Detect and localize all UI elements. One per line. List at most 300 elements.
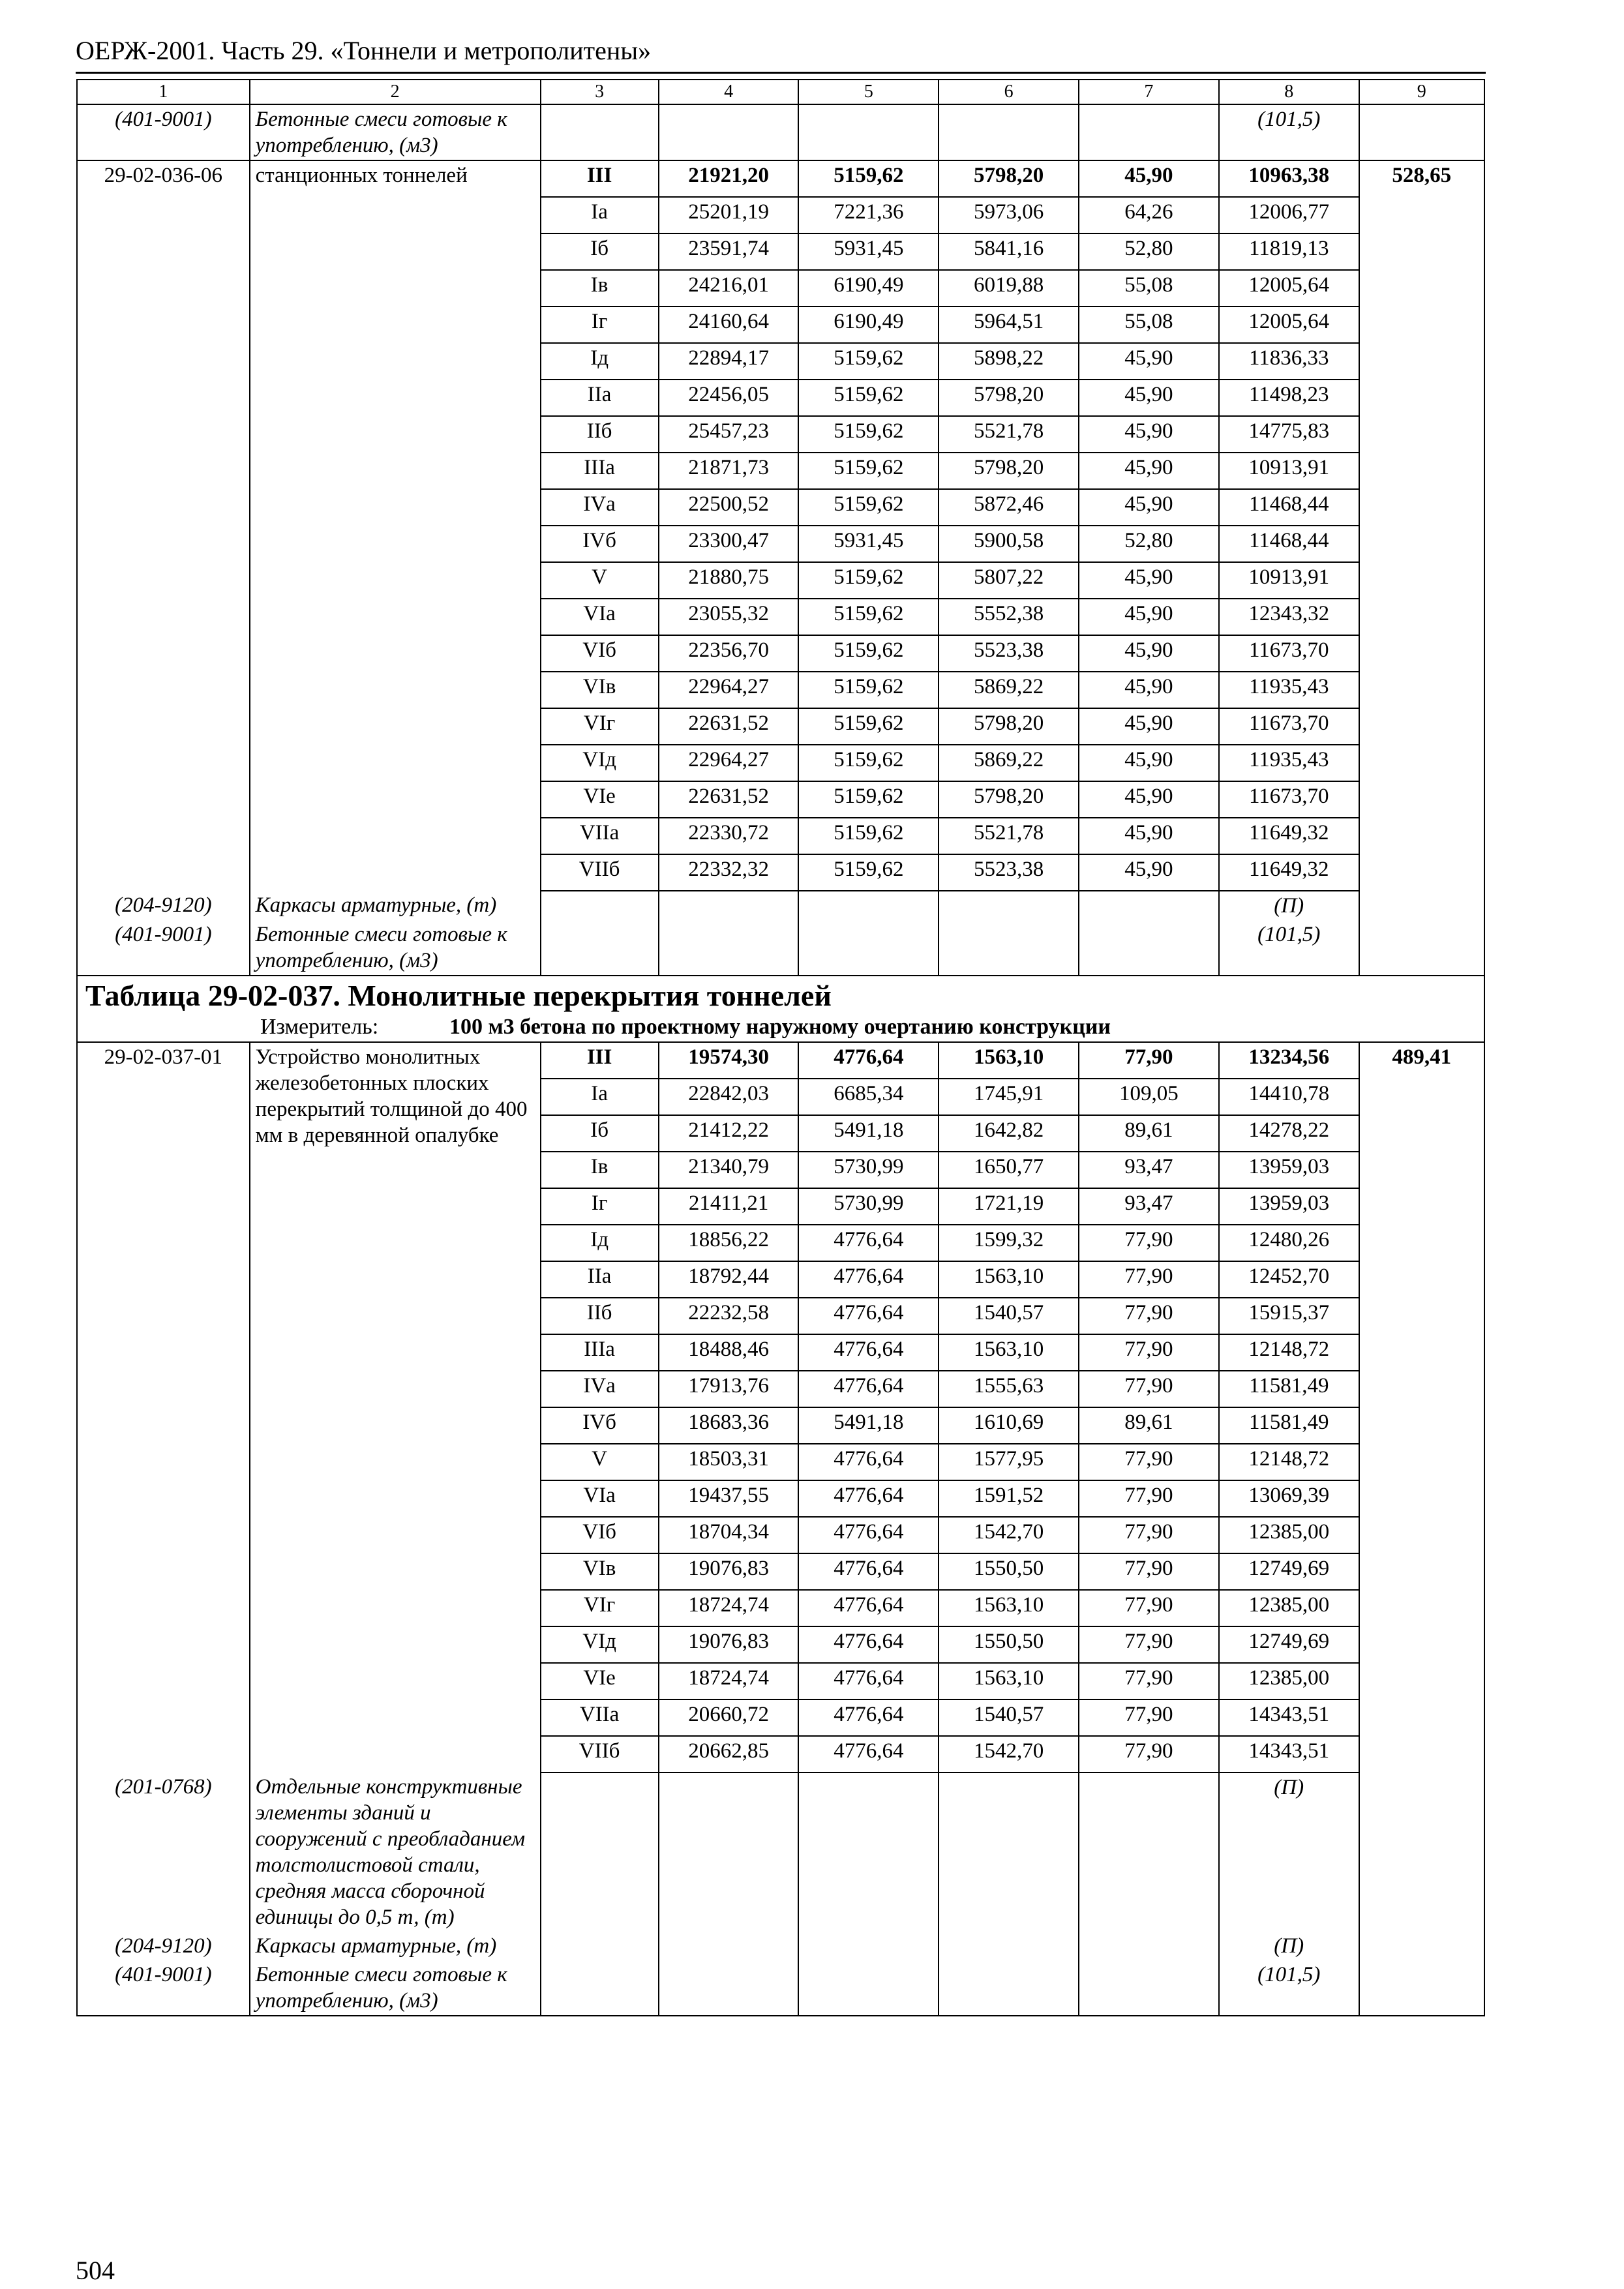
material-name: Бетонные смеси готовые к употреблению, (м3) xyxy=(250,920,541,976)
materials-cost: 11673,70 xyxy=(1219,781,1359,818)
total-cost: 18488,46 xyxy=(659,1334,799,1371)
total-cost: 22964,27 xyxy=(659,672,799,708)
machinist-wages: 45,90 xyxy=(1079,708,1219,745)
wages: 4776,64 xyxy=(798,1590,939,1626)
total-cost: 18724,74 xyxy=(659,1663,799,1699)
total-cost: 21412,22 xyxy=(659,1115,799,1152)
materials-cost: 15915,37 xyxy=(1219,1298,1359,1334)
machinist-wages: 52,80 xyxy=(1079,233,1219,270)
material-qty: (101,5) xyxy=(1219,104,1359,160)
total-cost: 19574,30 xyxy=(659,1042,799,1079)
machinist-wages: 45,90 xyxy=(1079,745,1219,781)
materials-cost: 12005,64 xyxy=(1219,270,1359,307)
material-name: Каркасы арматурные, (т) xyxy=(250,891,541,920)
machinist-wages: 77,90 xyxy=(1079,1553,1219,1590)
machine-cost: 1540,57 xyxy=(939,1298,1079,1334)
empty-cell xyxy=(1359,1773,1484,1932)
material-qty: (П) xyxy=(1219,1932,1359,1960)
machine-cost: 1610,69 xyxy=(939,1407,1079,1444)
zone-code: IIIа xyxy=(541,1334,659,1371)
total-cost: 18724,74 xyxy=(659,1590,799,1626)
materials-cost: 11581,49 xyxy=(1219,1407,1359,1444)
machine-cost: 1540,57 xyxy=(939,1699,1079,1736)
materials-cost: 13959,03 xyxy=(1219,1188,1359,1225)
empty-cell xyxy=(798,920,939,976)
wages: 6190,49 xyxy=(798,270,939,307)
machinist-wages: 89,61 xyxy=(1079,1115,1219,1152)
zone-code: IIа xyxy=(541,380,659,416)
section-measure xyxy=(83,1014,1479,1040)
material-code: (401-9001) xyxy=(77,920,250,976)
empty-cell xyxy=(541,1932,659,1960)
zone-code: VIв xyxy=(541,672,659,708)
total-cost: 22894,17 xyxy=(659,343,799,380)
total-cost: 21340,79 xyxy=(659,1152,799,1188)
wages: 5159,62 xyxy=(798,635,939,672)
wages: 6190,49 xyxy=(798,307,939,343)
zone-code: III xyxy=(541,1042,659,1079)
material-qty: (П) xyxy=(1219,1773,1359,1932)
total-cost: 18704,34 xyxy=(659,1517,799,1553)
total-cost: 22964,27 xyxy=(659,745,799,781)
total-cost: 18503,31 xyxy=(659,1444,799,1480)
materials-cost: 13959,03 xyxy=(1219,1152,1359,1188)
machinist-wages: 45,90 xyxy=(1079,453,1219,489)
machinist-wages: 45,90 xyxy=(1079,562,1219,599)
wages: 5931,45 xyxy=(798,526,939,562)
wages: 5159,62 xyxy=(798,343,939,380)
machinist-wages: 64,26 xyxy=(1079,197,1219,233)
zone-code: Iд xyxy=(541,343,659,380)
column-number: 2 xyxy=(250,80,541,104)
machine-cost: 5807,22 xyxy=(939,562,1079,599)
wages: 5931,45 xyxy=(798,233,939,270)
materials-cost: 11673,70 xyxy=(1219,635,1359,672)
zone-code: Iд xyxy=(541,1225,659,1261)
materials-cost: 11935,43 xyxy=(1219,745,1359,781)
materials-cost: 12452,70 xyxy=(1219,1261,1359,1298)
column-number-row xyxy=(77,80,1484,104)
labor-cost: 489,41 xyxy=(1359,1042,1484,1773)
zone-code: VIIа xyxy=(541,1699,659,1736)
material-row xyxy=(77,891,1484,920)
machine-cost: 5973,06 xyxy=(939,197,1079,233)
materials-cost: 13069,39 xyxy=(1219,1480,1359,1517)
machine-cost: 1591,52 xyxy=(939,1480,1079,1517)
empty-cell xyxy=(1359,920,1484,976)
machine-cost: 1542,70 xyxy=(939,1736,1079,1773)
zone-code: VIе xyxy=(541,781,659,818)
machinist-wages: 45,90 xyxy=(1079,416,1219,453)
empty-cell xyxy=(939,920,1079,976)
machine-cost: 1563,10 xyxy=(939,1663,1079,1699)
table-row xyxy=(77,1042,1484,1079)
materials-cost: 12005,64 xyxy=(1219,307,1359,343)
total-cost: 24216,01 xyxy=(659,270,799,307)
materials-cost: 12385,00 xyxy=(1219,1517,1359,1553)
machinist-wages: 77,90 xyxy=(1079,1261,1219,1298)
zone-code: IVб xyxy=(541,1407,659,1444)
document-header-title: ОЕРЖ-2001. Часть 29. «Тоннели и метрополитены» xyxy=(76,36,652,65)
zone-code: IVб xyxy=(541,526,659,562)
machine-cost: 1642,82 xyxy=(939,1115,1079,1152)
machinist-wages: 77,90 xyxy=(1079,1517,1219,1553)
column-number: 3 xyxy=(541,80,659,104)
zone-code: VIIб xyxy=(541,854,659,891)
total-cost: 24160,64 xyxy=(659,307,799,343)
zone-code: V xyxy=(541,562,659,599)
machinist-wages: 77,90 xyxy=(1079,1590,1219,1626)
materials-cost: 14278,22 xyxy=(1219,1115,1359,1152)
wages: 4776,64 xyxy=(798,1042,939,1079)
table-section-header xyxy=(77,976,1484,1042)
total-cost: 22232,58 xyxy=(659,1298,799,1334)
zone-code: VIа xyxy=(541,599,659,635)
materials-cost: 11468,44 xyxy=(1219,489,1359,526)
materials-cost: 12006,77 xyxy=(1219,197,1359,233)
total-cost: 17913,76 xyxy=(659,1371,799,1407)
zone-code: VIIб xyxy=(541,1736,659,1773)
zone-code: IVа xyxy=(541,489,659,526)
materials-cost: 10963,38 xyxy=(1219,160,1359,197)
wages: 4776,64 xyxy=(798,1736,939,1773)
empty-cell xyxy=(659,1773,799,1932)
materials-cost: 11581,49 xyxy=(1219,1371,1359,1407)
materials-cost: 12749,69 xyxy=(1219,1553,1359,1590)
machinist-wages: 77,90 xyxy=(1079,1042,1219,1079)
wages: 5159,62 xyxy=(798,160,939,197)
machinist-wages: 45,90 xyxy=(1079,672,1219,708)
wages: 5159,62 xyxy=(798,599,939,635)
zone-code: VIа xyxy=(541,1480,659,1517)
machine-cost: 5798,20 xyxy=(939,160,1079,197)
wages: 4776,64 xyxy=(798,1699,939,1736)
column-number: 7 xyxy=(1079,80,1219,104)
section-title: Таблица 29-02-037. Монолитные перекрытия тоннелей xyxy=(85,979,832,1012)
total-cost: 22631,52 xyxy=(659,781,799,818)
total-cost: 19076,83 xyxy=(659,1553,799,1590)
empty-cell xyxy=(659,920,799,976)
materials-cost: 10913,91 xyxy=(1219,453,1359,489)
empty-cell xyxy=(798,1773,939,1932)
column-number: 5 xyxy=(798,80,939,104)
machine-cost: 1599,32 xyxy=(939,1225,1079,1261)
wages: 6685,34 xyxy=(798,1079,939,1115)
total-cost: 25457,23 xyxy=(659,416,799,453)
machinist-wages: 45,90 xyxy=(1079,818,1219,854)
machinist-wages: 45,90 xyxy=(1079,380,1219,416)
empty-cell xyxy=(541,891,659,920)
total-cost: 22842,03 xyxy=(659,1079,799,1115)
table-row xyxy=(77,160,1484,197)
wages: 5159,62 xyxy=(798,380,939,416)
page-number: 504 xyxy=(76,2256,115,2285)
total-cost: 23055,32 xyxy=(659,599,799,635)
zone-code: Iб xyxy=(541,1115,659,1152)
column-number: 4 xyxy=(659,80,799,104)
total-cost: 21921,20 xyxy=(659,160,799,197)
machine-cost: 1563,10 xyxy=(939,1590,1079,1626)
wages: 5491,18 xyxy=(798,1115,939,1152)
total-cost: 23300,47 xyxy=(659,526,799,562)
zone-code: IIб xyxy=(541,1298,659,1334)
machinist-wages: 77,90 xyxy=(1079,1225,1219,1261)
empty-cell xyxy=(659,891,799,920)
machinist-wages: 45,90 xyxy=(1079,635,1219,672)
materials-cost: 14775,83 xyxy=(1219,416,1359,453)
wages: 5159,62 xyxy=(798,854,939,891)
machine-cost: 5521,78 xyxy=(939,416,1079,453)
materials-cost: 14343,51 xyxy=(1219,1699,1359,1736)
machinist-wages: 55,08 xyxy=(1079,307,1219,343)
material-name: Каркасы арматурные, (т) xyxy=(250,1932,541,1960)
machine-cost: 1550,50 xyxy=(939,1553,1079,1590)
machine-cost: 5798,20 xyxy=(939,708,1079,745)
wages: 4776,64 xyxy=(798,1371,939,1407)
wages: 5159,62 xyxy=(798,416,939,453)
machine-cost: 5798,20 xyxy=(939,380,1079,416)
machine-cost: 1745,91 xyxy=(939,1079,1079,1115)
machine-cost: 5798,20 xyxy=(939,781,1079,818)
materials-cost: 12749,69 xyxy=(1219,1626,1359,1663)
zone-code: V xyxy=(541,1444,659,1480)
column-number: 1 xyxy=(77,80,250,104)
machine-cost: 5521,78 xyxy=(939,818,1079,854)
zone-code: VIг xyxy=(541,1590,659,1626)
wages: 4776,64 xyxy=(798,1261,939,1298)
zone-code: Iв xyxy=(541,1152,659,1188)
machine-cost: 5872,46 xyxy=(939,489,1079,526)
machinist-wages: 45,90 xyxy=(1079,489,1219,526)
wages: 5159,62 xyxy=(798,453,939,489)
column-number: 9 xyxy=(1359,80,1484,104)
machinist-wages: 77,90 xyxy=(1079,1736,1219,1773)
empty-cell xyxy=(1079,1932,1219,1960)
empty-cell xyxy=(1359,1932,1484,1960)
header-divider xyxy=(76,72,1486,74)
total-cost: 19076,83 xyxy=(659,1626,799,1663)
zone-code: Iа xyxy=(541,1079,659,1115)
zone-code: VIв xyxy=(541,1553,659,1590)
item-name: Устройство монолитных железобетонных плоских перекрытий толщиной до 400 мм в деревянной опалубке xyxy=(250,1042,541,1773)
empty-cell xyxy=(939,1773,1079,1932)
machine-cost: 5841,16 xyxy=(939,233,1079,270)
total-cost: 25201,19 xyxy=(659,197,799,233)
machinist-wages: 109,05 xyxy=(1079,1079,1219,1115)
wages: 4776,64 xyxy=(798,1480,939,1517)
material-code: (401-9001) xyxy=(77,104,250,160)
materials-cost: 11819,13 xyxy=(1219,233,1359,270)
machinist-wages: 45,90 xyxy=(1079,599,1219,635)
item-code: 29-02-037-01 xyxy=(77,1042,250,1773)
machinist-wages: 77,90 xyxy=(1079,1626,1219,1663)
total-cost: 22456,05 xyxy=(659,380,799,416)
empty-cell xyxy=(1079,891,1219,920)
total-cost: 23591,74 xyxy=(659,233,799,270)
wages: 4776,64 xyxy=(798,1334,939,1371)
total-cost: 19437,55 xyxy=(659,1480,799,1517)
measure-value: 100 м3 бетона по проектному наружному очертанию конструкции xyxy=(449,1015,1111,1039)
wages: 5159,62 xyxy=(798,672,939,708)
column-number: 8 xyxy=(1219,80,1359,104)
total-cost: 18792,44 xyxy=(659,1261,799,1298)
machinist-wages: 93,47 xyxy=(1079,1188,1219,1225)
empty-cell xyxy=(541,920,659,976)
machinist-wages: 89,61 xyxy=(1079,1407,1219,1444)
material-qty: (П) xyxy=(1219,891,1359,920)
machine-cost: 5869,22 xyxy=(939,672,1079,708)
zone-code: Iг xyxy=(541,307,659,343)
materials-cost: 12480,26 xyxy=(1219,1225,1359,1261)
machine-cost: 5552,38 xyxy=(939,599,1079,635)
empty-cell xyxy=(1079,1960,1219,2016)
material-row xyxy=(77,1932,1484,1960)
total-cost: 18856,22 xyxy=(659,1225,799,1261)
wages: 5159,62 xyxy=(798,781,939,818)
machinist-wages: 77,90 xyxy=(1079,1371,1219,1407)
empty-cell xyxy=(659,1932,799,1960)
machine-cost: 6019,88 xyxy=(939,270,1079,307)
total-cost: 18683,36 xyxy=(659,1407,799,1444)
material-row xyxy=(77,920,1484,976)
column-number: 6 xyxy=(939,80,1079,104)
empty-cell xyxy=(1359,1960,1484,2016)
machine-cost: 5900,58 xyxy=(939,526,1079,562)
wages: 5159,62 xyxy=(798,489,939,526)
total-cost: 22332,32 xyxy=(659,854,799,891)
empty-cell xyxy=(1079,920,1219,976)
machinist-wages: 52,80 xyxy=(1079,526,1219,562)
machine-cost: 1563,10 xyxy=(939,1334,1079,1371)
zone-code: VIд xyxy=(541,745,659,781)
zone-code: VIб xyxy=(541,635,659,672)
material-code: (204-9120) xyxy=(77,891,250,920)
machine-cost: 1650,77 xyxy=(939,1152,1079,1188)
material-row xyxy=(77,1773,1484,1932)
zone-code: Iг xyxy=(541,1188,659,1225)
wages: 5730,99 xyxy=(798,1188,939,1225)
material-qty: (101,5) xyxy=(1219,920,1359,976)
machine-cost: 5798,20 xyxy=(939,453,1079,489)
labor-cost: 528,65 xyxy=(1359,160,1484,891)
materials-cost: 14343,51 xyxy=(1219,1736,1359,1773)
machine-cost: 5869,22 xyxy=(939,745,1079,781)
wages: 5159,62 xyxy=(798,818,939,854)
section-header-cell xyxy=(77,976,1484,1042)
machinist-wages: 77,90 xyxy=(1079,1444,1219,1480)
empty-cell xyxy=(939,891,1079,920)
empty-cell xyxy=(798,1960,939,2016)
empty-cell xyxy=(939,1932,1079,1960)
wages: 4776,64 xyxy=(798,1225,939,1261)
machine-cost: 1542,70 xyxy=(939,1517,1079,1553)
machinist-wages: 77,90 xyxy=(1079,1480,1219,1517)
machinist-wages: 45,90 xyxy=(1079,160,1219,197)
materials-cost: 13234,56 xyxy=(1219,1042,1359,1079)
wages: 5491,18 xyxy=(798,1407,939,1444)
material-row xyxy=(77,104,1484,160)
machine-cost: 1555,63 xyxy=(939,1371,1079,1407)
wages: 7221,36 xyxy=(798,197,939,233)
machine-cost: 5964,51 xyxy=(939,307,1079,343)
materials-cost: 12148,72 xyxy=(1219,1444,1359,1480)
empty-cell xyxy=(939,1960,1079,2016)
total-cost: 22631,52 xyxy=(659,708,799,745)
material-code: (201-0768) xyxy=(77,1773,250,1932)
materials-cost: 11836,33 xyxy=(1219,343,1359,380)
machinist-wages: 77,90 xyxy=(1079,1334,1219,1371)
materials-cost: 11673,70 xyxy=(1219,708,1359,745)
zone-code: III xyxy=(541,160,659,197)
wages: 5730,99 xyxy=(798,1152,939,1188)
zone-code: VIе xyxy=(541,1663,659,1699)
wages: 4776,64 xyxy=(798,1553,939,1590)
empty-cell xyxy=(541,1960,659,2016)
materials-cost: 12385,00 xyxy=(1219,1663,1359,1699)
machinist-wages: 77,90 xyxy=(1079,1699,1219,1736)
machinist-wages: 77,90 xyxy=(1079,1298,1219,1334)
wages: 4776,64 xyxy=(798,1626,939,1663)
machinist-wages: 55,08 xyxy=(1079,270,1219,307)
materials-cost: 11935,43 xyxy=(1219,672,1359,708)
machinist-wages: 45,90 xyxy=(1079,343,1219,380)
machine-cost: 1721,19 xyxy=(939,1188,1079,1225)
zone-code: Iв xyxy=(541,270,659,307)
empty-cell xyxy=(1359,891,1484,920)
machine-cost: 1550,50 xyxy=(939,1626,1079,1663)
zone-code: VIг xyxy=(541,708,659,745)
materials-cost: 10913,91 xyxy=(1219,562,1359,599)
wages: 5159,62 xyxy=(798,708,939,745)
measure-label: Измеритель: xyxy=(260,1015,379,1039)
zone-code: IVа xyxy=(541,1371,659,1407)
material-code: (401-9001) xyxy=(77,1960,250,2016)
zone-code: IIа xyxy=(541,1261,659,1298)
zone-code: VIIа xyxy=(541,818,659,854)
wages: 4776,64 xyxy=(798,1444,939,1480)
total-cost: 21880,75 xyxy=(659,562,799,599)
wages: 5159,62 xyxy=(798,562,939,599)
material-qty: (101,5) xyxy=(1219,1960,1359,2016)
total-cost: 21871,73 xyxy=(659,453,799,489)
wages: 4776,64 xyxy=(798,1298,939,1334)
total-cost: 22330,72 xyxy=(659,818,799,854)
zone-code: Iб xyxy=(541,233,659,270)
materials-cost: 11468,44 xyxy=(1219,526,1359,562)
price-table xyxy=(76,79,1485,2016)
empty-cell xyxy=(798,1932,939,1960)
item-name: станционных тоннелей xyxy=(250,160,541,891)
machinist-wages: 45,90 xyxy=(1079,854,1219,891)
empty-cell xyxy=(1079,1773,1219,1932)
materials-cost: 11649,32 xyxy=(1219,818,1359,854)
total-cost: 22500,52 xyxy=(659,489,799,526)
materials-cost: 12148,72 xyxy=(1219,1334,1359,1371)
wages: 4776,64 xyxy=(798,1663,939,1699)
machine-cost: 5523,38 xyxy=(939,854,1079,891)
materials-cost: 14410,78 xyxy=(1219,1079,1359,1115)
machine-cost: 1563,10 xyxy=(939,1042,1079,1079)
zone-code: Iа xyxy=(541,197,659,233)
zone-code: VIд xyxy=(541,1626,659,1663)
material-name: Бетонные смеси готовые к употреблению, (м3) xyxy=(250,104,541,160)
zone-code: IIб xyxy=(541,416,659,453)
total-cost: 20660,72 xyxy=(659,1699,799,1736)
material-name: Отдельные конструктивные элементы зданий и сооружений с преобладанием толстолистовой стали, средняя масса сборочной единицы до 0,5 т, (т) xyxy=(250,1773,541,1932)
machinist-wages: 45,90 xyxy=(1079,781,1219,818)
materials-cost: 12343,32 xyxy=(1219,599,1359,635)
materials-cost: 12385,00 xyxy=(1219,1590,1359,1626)
